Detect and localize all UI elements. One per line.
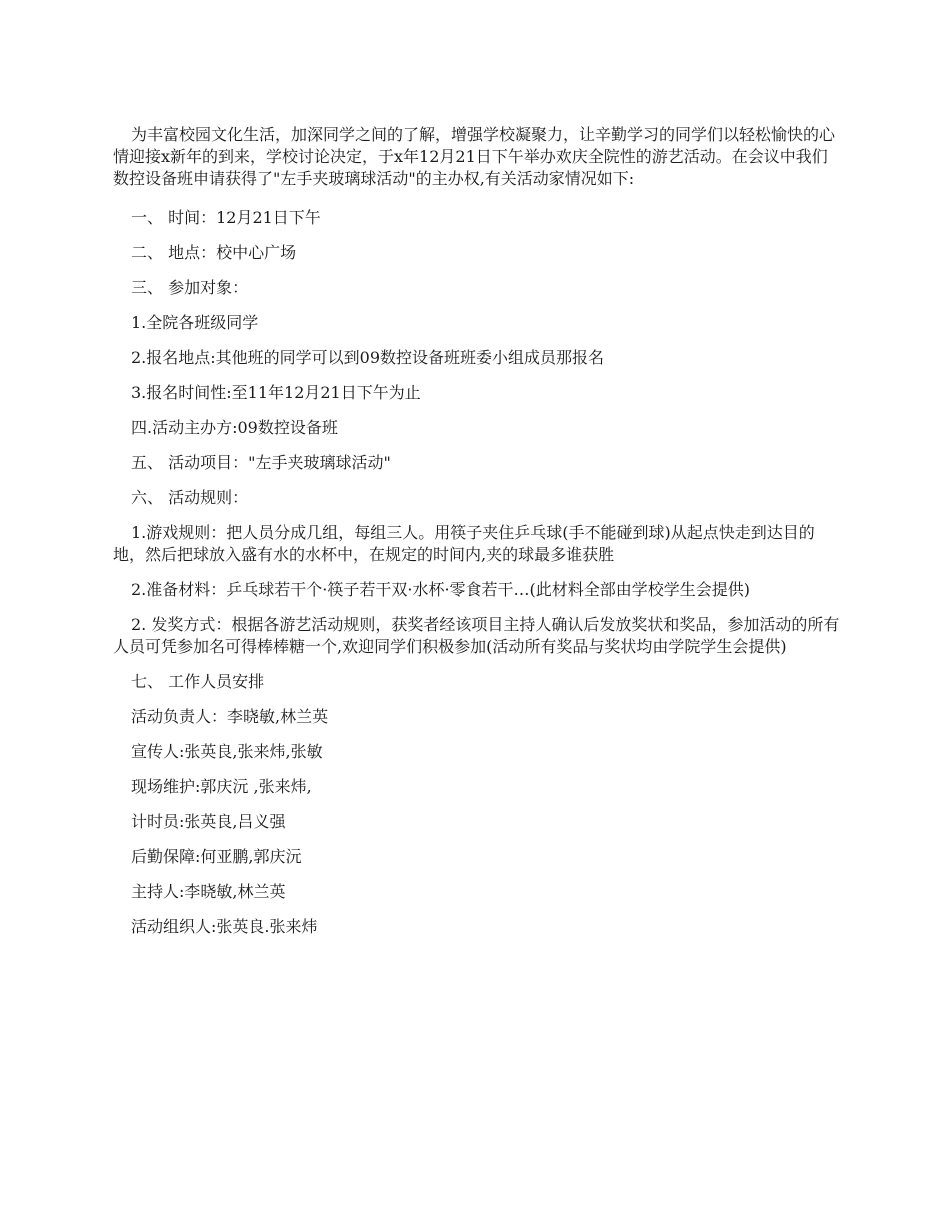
- section-time: 一、 时间：12月21日下午: [131, 208, 321, 227]
- section-staff: 七、 工作人员安排: [131, 672, 265, 691]
- section-organizer: 四.活动主办方:09数控设备班: [131, 418, 338, 437]
- staff-logistics: 后勤保障:何亚鹏,郭庆沅: [131, 847, 302, 866]
- section-activity: 五、 活动项目："左手夹玻璃球活动": [131, 453, 391, 472]
- participants-item-1: 1.全院各班级同学: [131, 313, 259, 332]
- staff-publicity: 宣传人:张英良,张来炜,张敏: [131, 742, 323, 761]
- rules-item-2: 2.准备材料：乒乓球若干个·筷子若干双·水杯·零食若干…(此材料全部由学校学生会提供): [131, 580, 751, 599]
- rules-item-1: 1.游戏规则：把人员分成几组，每组三人。用筷子夹住乒乓球(手不能碰到球)从起点快走到达目的地，然后把球放入盛有水的水杯中，在规定的时间内,夹的球最多谁获胜: [113, 523, 815, 564]
- section-rules: 六、 活动规则：: [131, 488, 249, 507]
- staff-host: 主持人:李晓敏,林兰英: [131, 882, 286, 901]
- section-location: 二、 地点：校中心广场: [131, 243, 297, 262]
- rules-item-3: 2. 发奖方式：根据各游艺活动规则，获奖者经该项目主持人确认后发放奖状和奖品，参加活动的所有人员可凭参加名可得棒棒糖一个,欢迎同学们积极参加(活动所有奖品与奖状均由学院学生会提供): [113, 615, 840, 656]
- section-participants: 三、 参加对象：: [131, 278, 249, 297]
- participants-item-3: 3.报名时间性:至11年12月21日下午为止: [131, 383, 421, 402]
- staff-coordinator: 活动组织人:张英良.张来炜: [131, 917, 318, 936]
- document-body: [113, 124, 843, 951]
- intro-paragraph: 为丰富校园文化生活，加深同学之间的了解，增强学校凝聚力，让辛勤学习的同学们以轻松愉快的心情迎接x新年的到来，学校讨论决定，于x年12月21日下午举办欢庆全院性的游艺活动。在会议中我们数控设备班申请获得了"左手夹玻璃球活动"的主办权,有关活动家情况如下:: [113, 125, 836, 188]
- staff-lead: 活动负责人：李晓敏,林兰英: [131, 707, 329, 726]
- staff-timekeeper: 计时员:张英良,吕义强: [131, 812, 286, 831]
- participants-item-2: 2.报名地点:其他班的同学可以到09数控设备班班委小组成员那报名: [131, 348, 605, 367]
- staff-onsite: 现场维护:郭庆沅 ,张来炜,: [131, 777, 312, 796]
